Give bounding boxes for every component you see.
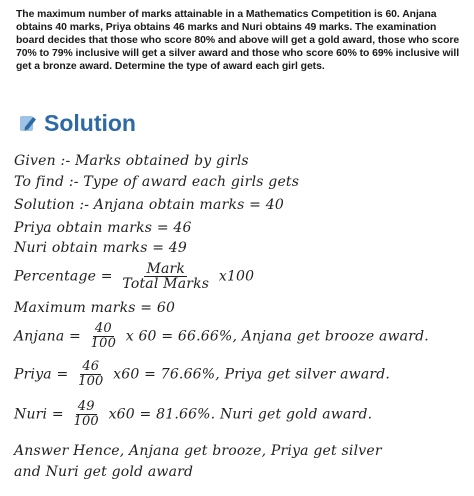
priya-result: x60 = 76.66%, Priya get silver award. bbox=[113, 366, 391, 383]
nuri-result: x60 = 81.66%. Nuri get gold award. bbox=[108, 406, 373, 423]
pencil-note-icon bbox=[18, 113, 38, 133]
anjana-label: Anjana = bbox=[14, 328, 81, 345]
solution-header bbox=[18, 108, 136, 138]
anjana-line bbox=[14, 322, 429, 351]
percentage-multiplier: x100 bbox=[218, 268, 255, 285]
nuri-numerator: 49 bbox=[77, 399, 95, 414]
nuri-denominator: 100 bbox=[73, 414, 99, 429]
percentage-label: Percentage = bbox=[14, 268, 113, 285]
priya-denominator: 100 bbox=[78, 374, 104, 389]
priya-line bbox=[14, 360, 390, 389]
answer-line-2: and Nuri get gold award bbox=[14, 464, 194, 480]
solution-line: Solution :- Anjana obtain marks = 40 bbox=[14, 197, 284, 213]
percentage-numerator: Mark bbox=[146, 261, 186, 277]
solution-title: Solution bbox=[44, 109, 136, 136]
given-line: Given :- Marks obtained by girls bbox=[14, 153, 249, 169]
anjana-denominator: 100 bbox=[90, 336, 117, 351]
nuri-label: Nuri = bbox=[14, 406, 64, 423]
anjana-fraction bbox=[89, 322, 118, 351]
anjana-numerator: 40 bbox=[94, 321, 112, 336]
priya-fraction bbox=[76, 360, 105, 389]
nuri-fraction bbox=[71, 400, 100, 429]
answer-line-1: Answer Hence, Anjana get brooze, Priya get silver bbox=[14, 443, 382, 459]
nuri-obtain-line: Nuri obtain marks = 49 bbox=[14, 240, 188, 256]
question-text: The maximum number of marks attainable in a Mathematics Competition is 60. Anjana obtains 40 marks, Priya obtains 46 marks and Nuri obtains 49 marks. The examination board decides that those who score 80% and above will get a gold award, those who score 70% to 79% inclusive will get a silver award and those who score 60% to 69% inclusive will get a bronze award. Determine the type of award each girl gets. bbox=[16, 9, 460, 72]
anjana-result: x 60 = 66.66%, Anjana get brooze award. bbox=[125, 328, 429, 345]
nuri-line bbox=[14, 400, 372, 429]
to-find-line: To find :- Type of award each girls gets bbox=[14, 174, 300, 190]
percentage-denominator: Total Marks bbox=[122, 276, 210, 292]
priya-obtain-line: Priya obtain marks = 46 bbox=[14, 220, 192, 236]
percentage-line bbox=[14, 262, 254, 291]
maximum-line: Maximum marks = 60 bbox=[14, 300, 176, 316]
priya-label: Priya = bbox=[14, 366, 69, 383]
priya-numerator: 46 bbox=[82, 359, 100, 374]
percentage-fraction bbox=[120, 262, 211, 291]
